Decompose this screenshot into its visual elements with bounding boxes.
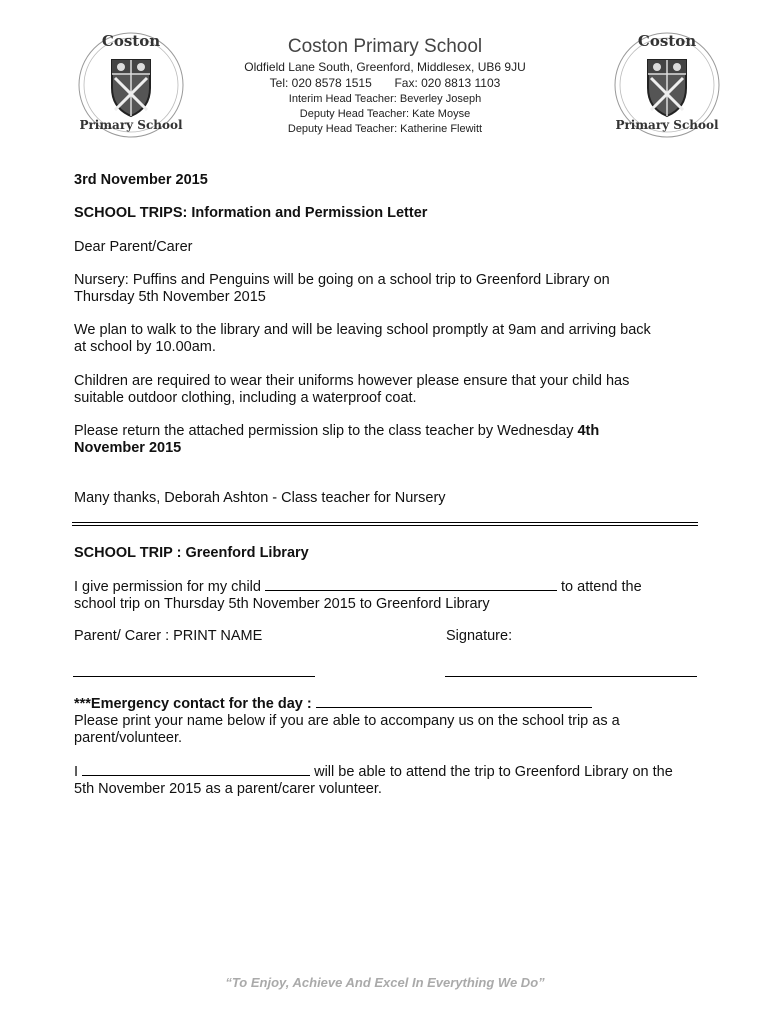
letter-para-2 — [74, 322, 651, 356]
para-4-deadline-month: November 2015 — [74, 440, 182, 456]
school-motto: “To Enjoy, Achieve And Excel In Everything We Do” — [225, 975, 545, 990]
emergency-section — [74, 695, 694, 747]
deputy-head-1: Deputy Head Teacher: Kate Moyse — [299, 108, 471, 120]
volunteer-name-field[interactable] — [82, 763, 310, 776]
slip-title: SCHOOL TRIP : Greenford Library — [74, 545, 309, 561]
para-2-line-1: We plan to walk to the library and will be leaving school promptly at 9am and arriving back — [74, 322, 651, 338]
permission-prefix: I give permission for my child — [74, 579, 265, 595]
attend-statement — [74, 763, 704, 798]
letter-subject: SCHOOL TRIPS: Information and Permission Letter — [74, 205, 428, 221]
letter-signoff: Many thanks, Deborah Ashton - Class teacher for Nursery — [74, 490, 446, 506]
divider-line-top — [72, 522, 698, 523]
para-3-line-1: Children are required to wear their uniforms however please ensure that your child has — [74, 373, 630, 389]
school-fax: Fax: 020 8813 1103 — [394, 76, 501, 90]
letter-para-3 — [74, 373, 629, 407]
logo-top-text: Coston — [637, 32, 697, 50]
permission-statement — [74, 578, 674, 613]
deputy-head-2: Deputy Head Teacher: Katherine Flewitt — [287, 123, 483, 135]
print-name-label: Parent/ Carer : PRINT NAME — [74, 628, 263, 644]
school-tel: Tel: 020 8578 1515 — [269, 76, 372, 90]
emergency-contact-field[interactable] — [316, 695, 592, 708]
letter-date: 3rd November 2015 — [74, 172, 208, 188]
divider-line-bottom — [72, 525, 698, 526]
attend-prefix: I — [74, 764, 83, 780]
letter-para-1 — [74, 272, 610, 306]
para-1-line-2: Thursday 5th November 2015 — [74, 289, 266, 305]
interim-head: Interim Head Teacher: Beverley Joseph — [288, 93, 482, 105]
school-address: Oldfield Lane South, Greenford, Middlesex, UB6 9JU — [244, 60, 526, 74]
attend-suffix: will be able to attend the trip to Greenford Library on the — [310, 764, 673, 780]
logo-bottom-text: Primary School — [615, 118, 719, 132]
child-name-field[interactable] — [265, 578, 557, 591]
signature-label: Signature: — [446, 628, 513, 644]
para-4-line-1: Please return the attached permission slip to the class teacher by Wednesday — [74, 423, 578, 439]
school-logo-left — [62, 30, 200, 140]
para-1-line-1: Nursery: Puffins and Penguins will be going on a school trip to Greenford Library on — [74, 272, 610, 288]
permission-line-2: school trip on Thursday 5th November 2015 to Greenford Library — [74, 596, 490, 612]
emergency-label: ***Emergency contact for the day : — [74, 696, 316, 712]
school-contact — [185, 76, 585, 90]
logo-top-text: Coston — [101, 32, 161, 50]
para-4-deadline-day: 4th — [577, 423, 600, 439]
print-name-field[interactable] — [73, 676, 315, 677]
para-2-line-2: at school by 10.00am. — [74, 339, 216, 355]
signature-field[interactable] — [445, 676, 697, 677]
attend-line-2: 5th November 2015 as a parent/carer volunteer. — [74, 781, 382, 797]
permission-suffix: to attend the — [556, 579, 642, 595]
school-logo-right — [598, 30, 736, 140]
school-name: Coston Primary School — [287, 36, 483, 57]
logo-bottom-text: Primary School — [79, 118, 183, 132]
letter-para-4 — [74, 423, 599, 457]
volunteer-line-2: parent/volunteer. — [74, 730, 183, 746]
letter-salutation: Dear Parent/Carer — [74, 239, 193, 255]
volunteer-line-1: Please print your name below if you are able to accompany us on the school trip as a — [74, 713, 620, 729]
para-3-line-2: suitable outdoor clothing, including a waterproof coat. — [74, 390, 417, 406]
